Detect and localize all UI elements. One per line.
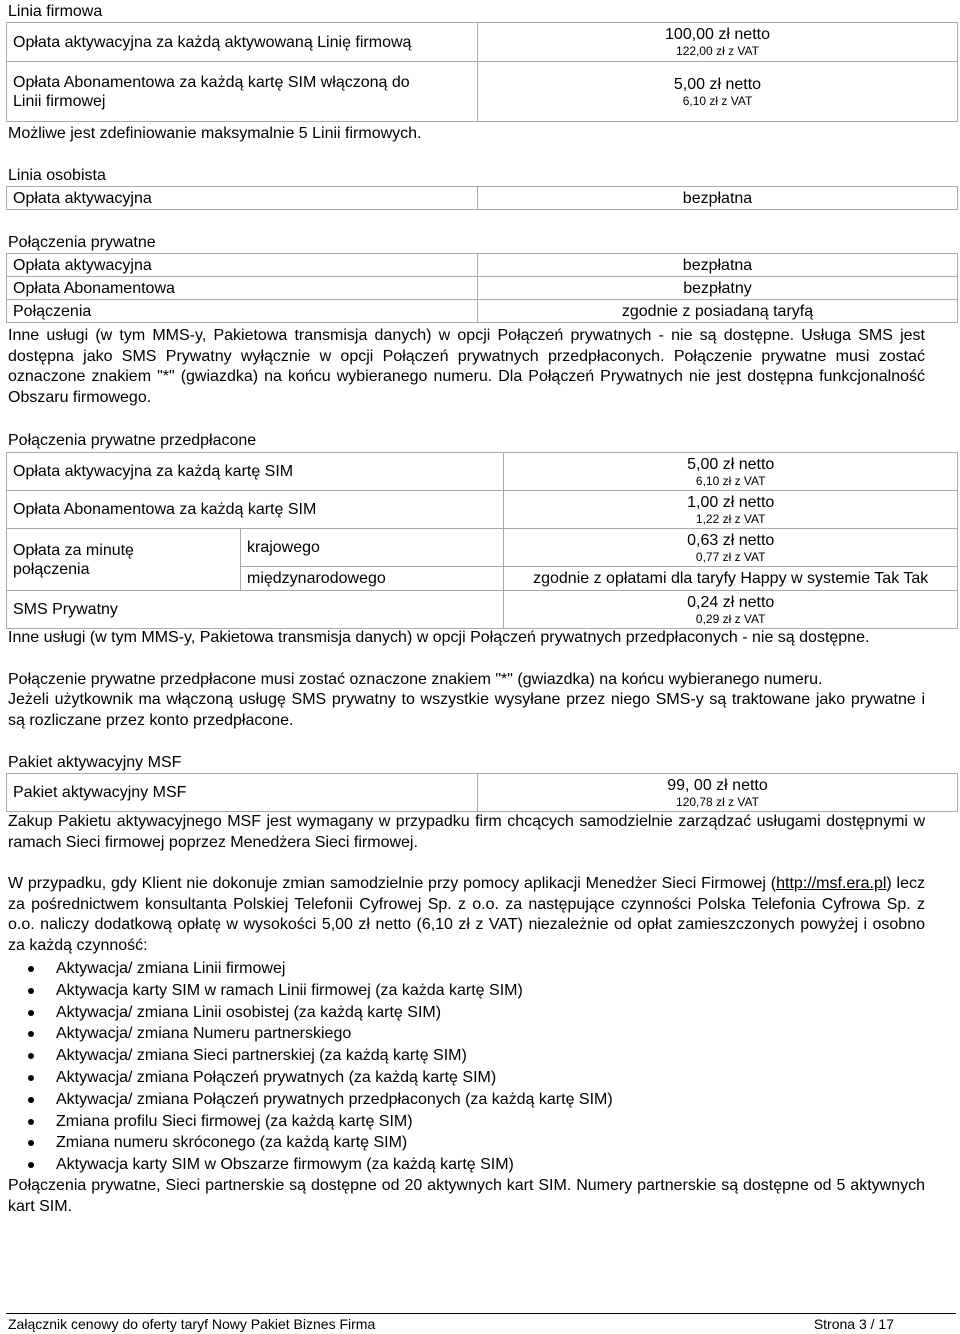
price-net: 99, 00 zł netto (667, 776, 768, 794)
bullet-icon (28, 1053, 34, 1059)
fee-label: Opłata aktywacyjna (7, 254, 478, 277)
list-item (8, 958, 613, 980)
fee-label: Pakiet aktywacyjny MSF (7, 774, 478, 812)
footer-title: Załącznik cenowy do oferty taryf Nowy Pakiet Biznes Firma (8, 1316, 376, 1332)
list-item (8, 1132, 613, 1154)
fee-label: SMS Prywatny (7, 591, 504, 629)
bullet-icon (28, 1119, 34, 1125)
fee-value: bezpłatna (478, 254, 958, 277)
paragraph: Połączenia prywatne, Sieci partnerskie są dostępne od 20 aktywnych kart SIM. Numery partnerskie są dostępne od 5 aktywnych kart SIM. (8, 1177, 925, 1215)
paragraph: Inne usługi (w tym MMS-y, Pakietowa transmisja danych) w opcji Połączeń prywatnych - nie są dostępne. Usługa SMS jest dostępna jako SMS Prywatny wyłącznie w opcji Połączeń prywatnych przedpłaconych. Połączenie prywatne musi zostać oznaczone znakiem "*" (gwiazdka) na końcu wybieranego numeru. Dla Połączeń Prywatnych nie jest dostępna funkcjonalność Obszaru firmowego. (8, 327, 925, 406)
page-footer (6, 1313, 956, 1332)
fee-label-line: Opłata za minutę (13, 541, 134, 559)
section-heading-przedplacone: Połączenia prywatne przedpłacone (8, 432, 257, 449)
fee-label-line: Opłata Abonamentowa za każdą kartę SIM włączoną do (13, 73, 410, 91)
linia-firmowa-table (6, 22, 958, 122)
fee-sublabel: krajowego (241, 529, 504, 567)
list-item-text: Aktywacja/ zmiana Sieci partnerskiej (za każdą kartę SIM) (56, 1047, 467, 1065)
fee-label: Połączenia (7, 300, 478, 323)
paragraph-part: ) lecz za pośrednictwem konsultanta Polskiej Telefonii Cyfrowej Sp. z o.o. za następujące czynności Polska Telefonia Cyfrowa Sp. z o.o. naliczy dodatkową opłatę w wysokości 5,00 zł netto (6,10 zł z VAT) niezależnie od opłat zamieszczonych powyżej i osobno za każdą czynność: (8, 875, 925, 954)
price-vat: 0,77 zł z VAT (695, 549, 766, 564)
fee-label: Opłata aktywacyjna (7, 187, 478, 210)
price-vat: 6,10 zł z VAT (682, 94, 753, 108)
fee-value: bezpłatna (478, 187, 958, 210)
msf-link[interactable]: http://msf.era.pl (776, 875, 887, 892)
list-item-text: Aktywacja/ zmiana Połączeń prywatnych przedpłaconych (za każdą kartę SIM) (56, 1090, 613, 1108)
bullet-icon (28, 1010, 34, 1016)
fee-value: zgodnie z opłatami dla taryfy Happy w systemie Tak Tak (504, 567, 958, 591)
price-vat: 1,22 zł z VAT (695, 511, 766, 526)
list-item (8, 1154, 613, 1176)
page-number: Strona 3 / 17 (813, 1316, 894, 1332)
fee-label-line: połączenia (13, 560, 90, 578)
price-net: 1,00 zł netto (687, 493, 775, 511)
linia-osobista-table (6, 186, 958, 210)
price-vat: 0,29 zł z VAT (695, 611, 766, 626)
fee-price (478, 23, 958, 62)
fee-price (504, 491, 958, 529)
list-item (8, 980, 613, 1002)
list-item (8, 1023, 613, 1045)
paragraph-part: W przypadku, gdy Klient nie dokonuje zmian samodzielnie przy pomocy aplikacji Menedżer Sieci Firmowej ( (8, 875, 777, 892)
list-item (8, 1067, 613, 1089)
paragraph: Inne usługi (w tym MMS-y, Pakietowa transmisja danych) w opcji Połączeń prywatnych przedpłaconych - nie są dostępne. (8, 629, 870, 646)
paragraph (8, 874, 925, 956)
przedplacone-table (6, 452, 958, 629)
activity-list (8, 958, 613, 1176)
section-heading-msf: Pakiet aktywacyjny MSF (8, 754, 182, 771)
fee-label-line: Linii firmowej (13, 92, 106, 110)
list-item-text: Aktywacja/ zmiana Linii firmowej (56, 960, 286, 977)
price-net: 0,24 zł netto (687, 593, 775, 611)
list-item-text: Aktywacja/ zmiana Połączeń prywatnych (za każdą kartę SIM) (56, 1068, 497, 1086)
section-heading-polaczenia-prywatne: Połączenia prywatne (8, 234, 156, 251)
fee-price (504, 529, 958, 567)
msf-table (6, 773, 958, 812)
fee-label (7, 529, 241, 591)
paragraph: Zakup Pakietu aktywacyjnego MSF jest wymagany w przypadku firm chcących samodzielnie zarządzać usługami dostępnymi w ramach Sieci firmowej poprzez Menedżera Sieci firmowej. (8, 813, 925, 851)
list-item (8, 1002, 613, 1024)
price-net: 0,63 zł netto (687, 531, 775, 549)
bullet-icon (28, 1162, 34, 1168)
fee-label: Opłata Abonamentowa (7, 277, 478, 300)
polaczenia-prywatne-table (6, 253, 958, 323)
price-vat: 6,10 zł z VAT (695, 473, 766, 488)
bullet-icon (28, 966, 34, 972)
list-item (8, 1045, 613, 1067)
list-item-text: Zmiana profilu Sieci firmowej (za każdą kartę SIM) (56, 1112, 413, 1130)
price-net: 5,00 zł netto (687, 455, 775, 473)
bullet-icon (28, 1097, 34, 1103)
list-item (8, 1089, 613, 1111)
fee-price (478, 62, 958, 122)
price-net: 100,00 zł netto (665, 26, 770, 43)
fee-price (504, 453, 958, 491)
list-item (8, 1111, 613, 1133)
list-item-text: Aktywacja/ zmiana Linii osobistej (za każdą kartę SIM) (56, 1003, 442, 1021)
section-heading-linia-firmowa: Linia firmowa (8, 3, 103, 20)
fee-price (504, 591, 958, 629)
list-item-text: Aktywacja karty SIM w Obszarze firmowym (za każdą kartę SIM) (56, 1156, 514, 1174)
fee-value: bezpłatny (478, 277, 958, 300)
price-vat: 120,78 zł z VAT (676, 794, 759, 809)
paragraph: Jeżeli użytkownik ma włączoną usługę SMS prywatny to wszystkie wysyłane przez niego SMS-y są traktowane jako prywatne i są rozliczane przez konto przedpłacone. (8, 691, 925, 729)
list-item-text: Aktywacja karty SIM w ramach Linii firmowej (za każda kartę SIM) (56, 981, 523, 999)
bullet-icon (28, 988, 34, 994)
fee-price (478, 774, 958, 812)
note: Możliwe jest zdefiniowanie maksymalnie 5 Linii firmowych. (8, 125, 422, 142)
list-item-text: Zmiana numeru skróconego (za każdą kartę SIM) (56, 1134, 408, 1152)
bullet-icon (28, 1031, 34, 1037)
fee-sublabel: międzynarodowego (241, 567, 504, 591)
fee-label: Opłata aktywacyjna za każdą kartę SIM (7, 453, 504, 491)
fee-label: Opłata aktywacyjna za każdą aktywowaną Linię firmową (7, 23, 478, 62)
fee-label: Opłata Abonamentowa za każdą kartę SIM (7, 491, 504, 529)
bullet-icon (28, 1140, 34, 1146)
list-item-text: Aktywacja/ zmiana Numeru partnerskiego (56, 1025, 352, 1043)
fee-value: zgodnie z posiadaną taryfą (478, 300, 958, 323)
section-heading-linia-osobista: Linia osobista (8, 167, 106, 184)
price-vat: 122,00 zł z VAT (676, 44, 759, 58)
fee-label (7, 62, 478, 122)
paragraph: Połączenie prywatne przedpłacone musi zostać oznaczone znakiem "*" (gwiazdka) na końcu wybieranego numeru. (8, 671, 823, 688)
price-net: 5,00 zł netto (673, 76, 762, 93)
bullet-icon (28, 1075, 34, 1081)
